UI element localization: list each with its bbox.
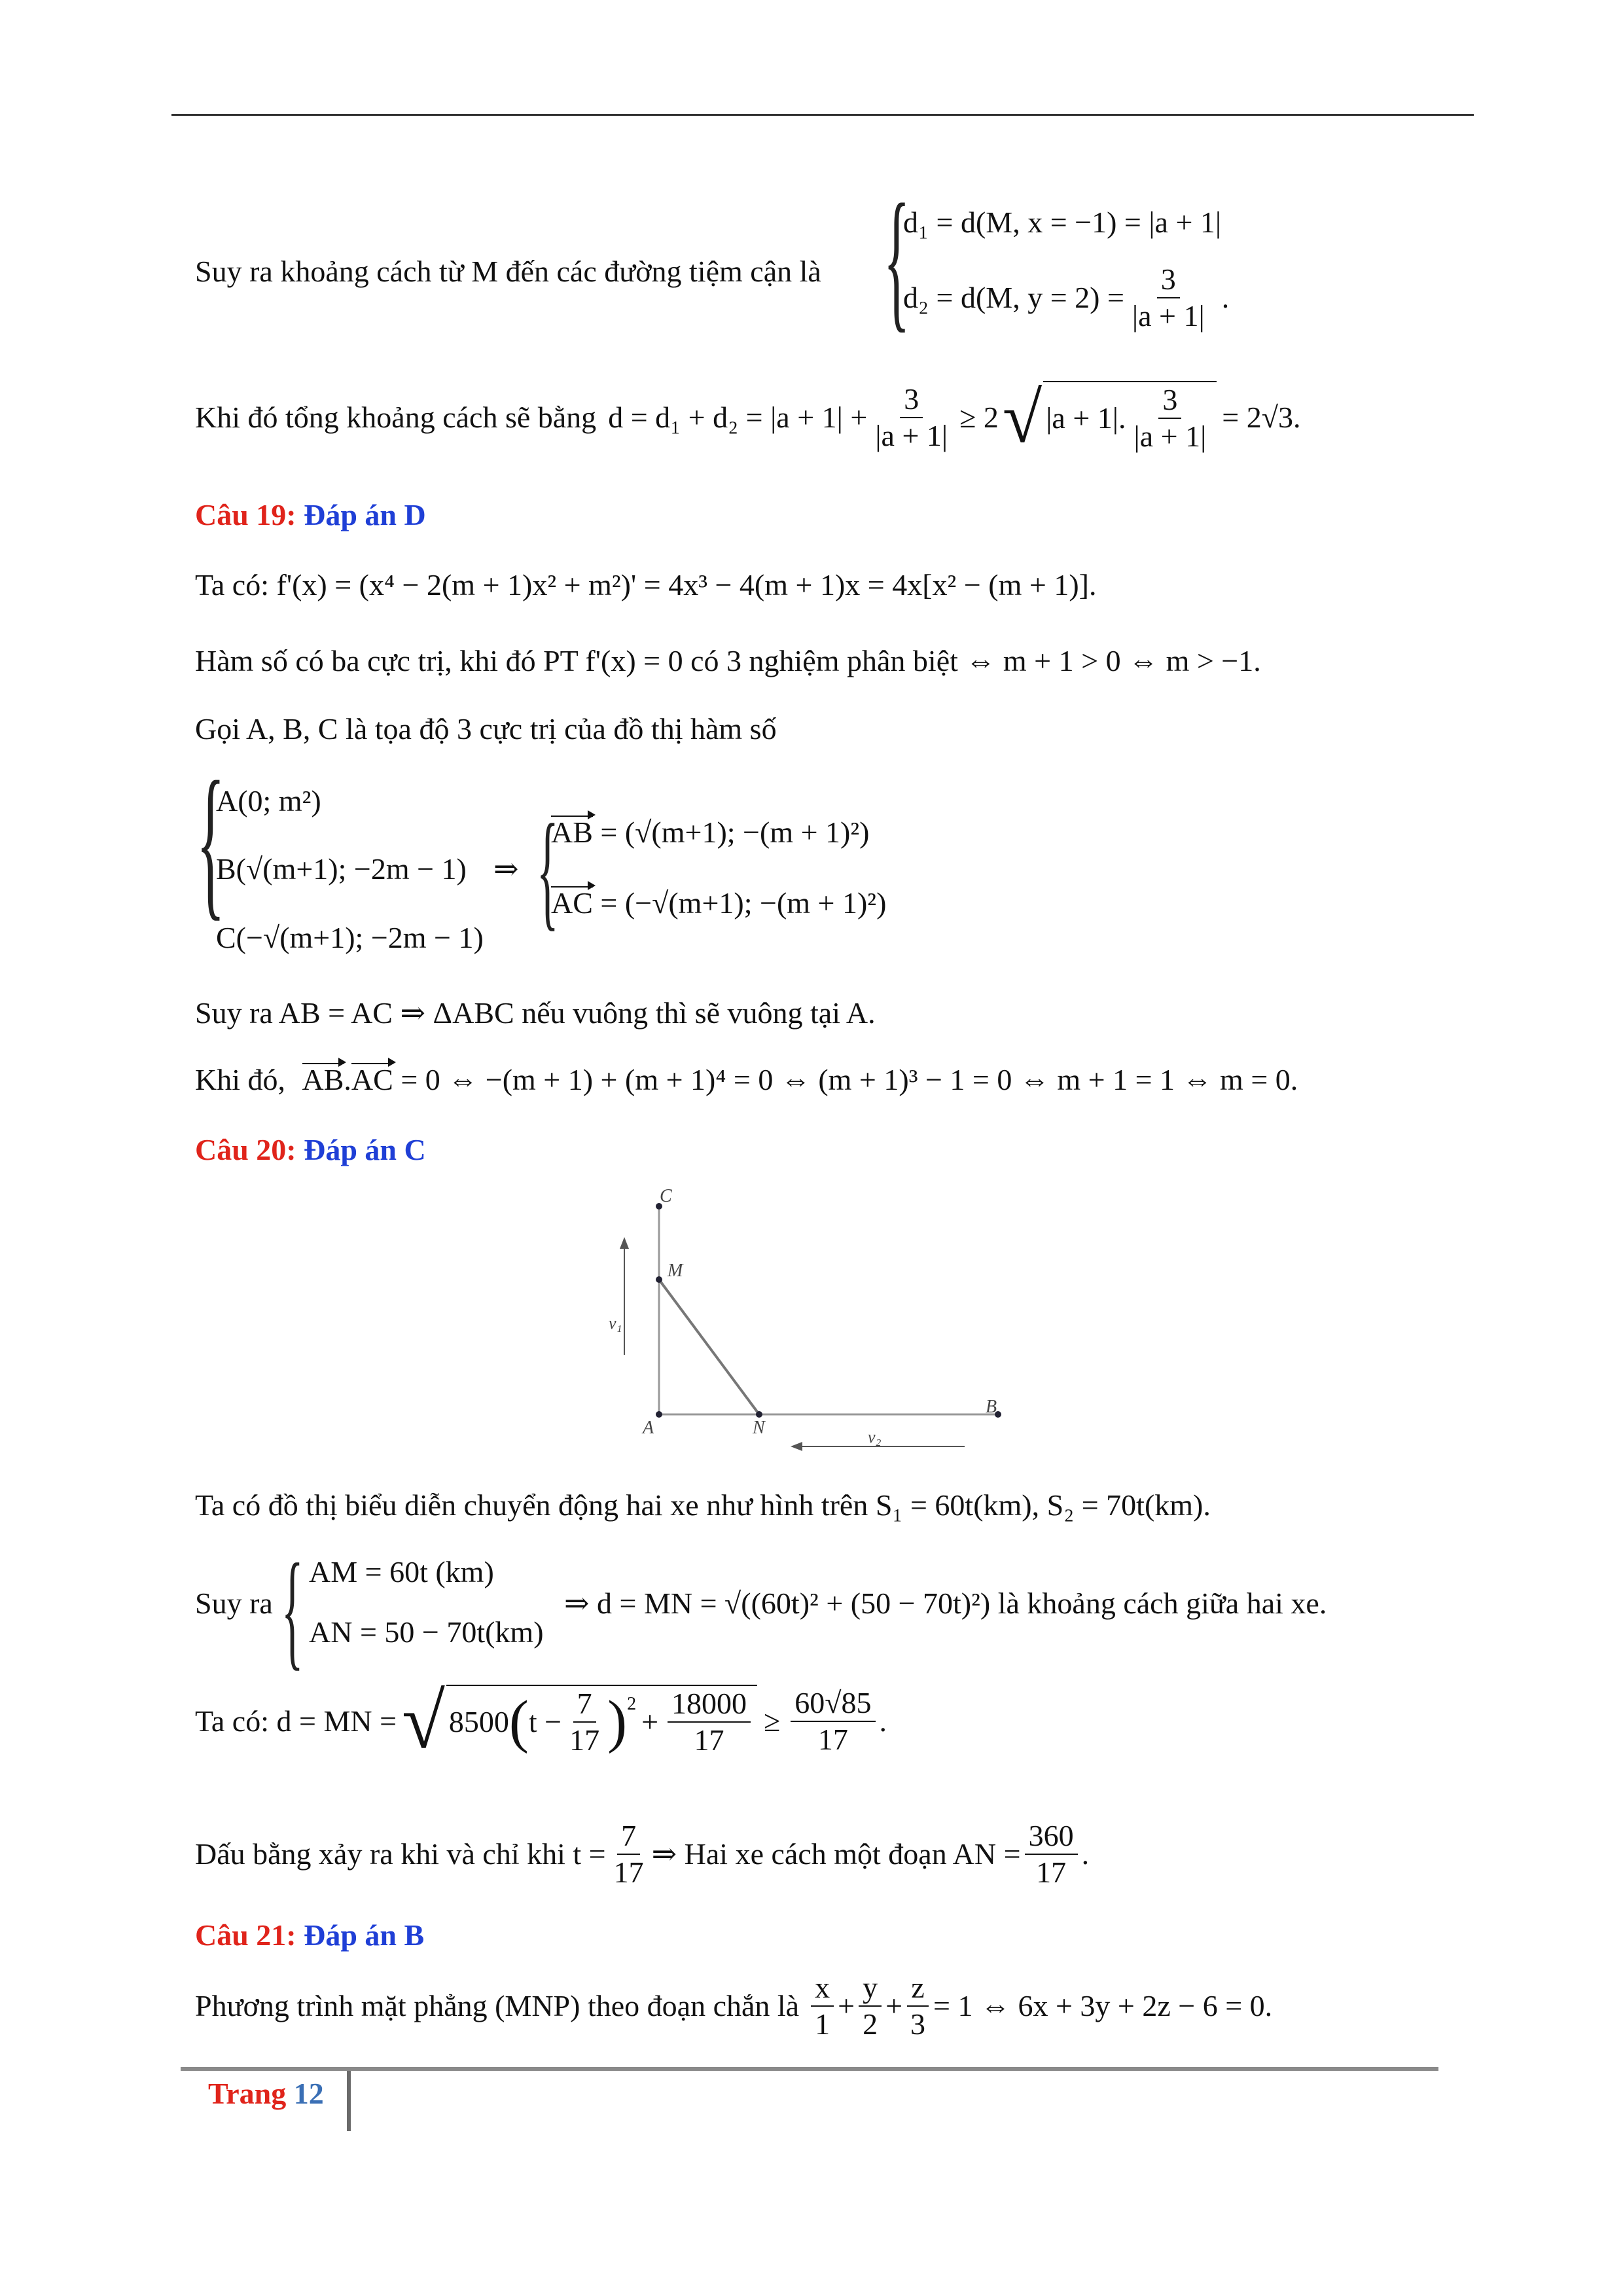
q20-line3-radical: √: [402, 1677, 445, 1765]
q21-fy-den: 2: [863, 2007, 878, 2041]
q20-line4: [195, 1818, 1089, 1890]
d2-den: |a + 1|: [1132, 299, 1205, 332]
footer-page: [208, 2076, 324, 2111]
d2-period: .: [1221, 281, 1230, 314]
q20-line4-frac2-num: 360: [1025, 1818, 1078, 1855]
q20-line4-frac-num: 7: [617, 1818, 640, 1855]
sum-sqrt-a: |a + 1|.: [1046, 401, 1126, 435]
q20-line3-t: t −: [528, 1705, 562, 1738]
label-v1: v₁: [609, 1314, 622, 1333]
d2-fraction: [1128, 262, 1209, 334]
point-n: [756, 1411, 762, 1418]
q19-implies: ⇒: [493, 852, 519, 886]
q21-fz-den: 3: [910, 2007, 926, 2041]
segment-mn: [659, 1280, 759, 1414]
sum-expr-b: ≥ 2: [959, 401, 999, 434]
arrow-v2-head: [791, 1442, 802, 1451]
label-m: M: [668, 1261, 683, 1281]
q19-label: Câu 19:: [195, 498, 296, 531]
sum-frac-num: 3: [900, 382, 923, 418]
q20-sys-result: ⇒ d = MN = √((60t)² + (50 − 70t)²) là khoảng cách giữa hai xe.: [564, 1587, 1327, 1620]
label-v2: v₂: [868, 1427, 882, 1446]
q20-line4-prefix: Dấu bằng xảy ra khi và chỉ khi t =: [195, 1837, 606, 1871]
q19-line5-expr: = 0 ⇔ −(m + 1) + (m + 1)⁴ = 0 ⇔ (m + 1)³ − 1 = 0 ⇔ m + 1 = 1 ⇔ m = 0.: [401, 1063, 1298, 1096]
sum-sqrt-num: 3: [1158, 382, 1181, 419]
q21-fx-den: 1: [815, 2007, 830, 2041]
q20-line4-mid: ⇒ Hai xe cách một đoạn AN =: [651, 1837, 1021, 1871]
system-brace-4: {: [281, 1537, 304, 1682]
sum-frac-den: |a + 1|: [875, 419, 948, 452]
label-c: C: [660, 1186, 672, 1206]
q20-line3-frac3-den: 17: [817, 1723, 848, 1756]
q21-frac-y: [859, 1970, 882, 2042]
q20-sys-1: AM = 60t (km): [309, 1555, 494, 1588]
q20-sys-2: AN = 50 − 70t(km): [309, 1615, 544, 1649]
system-brace-2: {: [196, 747, 225, 935]
label-b: B: [986, 1397, 997, 1417]
d1-expr: d₁ = d(M, x = −1) = |a + 1|: [903, 206, 1222, 239]
q20-line3-sq: 2: [627, 1694, 637, 1714]
q20-line3-8500: 8500: [448, 1705, 509, 1738]
q20-line3-sqrt-body: [446, 1685, 757, 1758]
q19-point-b: B(√(m+1); −2m − 1): [216, 852, 467, 886]
q19-line5-vec1: AB: [302, 1062, 344, 1098]
footer-divider: [347, 2071, 351, 2131]
d2-expr: [903, 262, 1229, 334]
q21-answer: Đáp án B: [304, 1918, 425, 1952]
q19-ac-vec: AC: [551, 885, 593, 922]
distances-prefix: Suy ra khoảng cách từ M đến các đường tiệm cận là: [195, 255, 821, 288]
label-n: N: [753, 1418, 765, 1438]
q20-line3-frac2-den: 17: [694, 1723, 724, 1757]
q20-line3-open-paren: (: [508, 1689, 529, 1754]
system-brace-3: {: [537, 798, 559, 942]
motion-diagram: [563, 1178, 1034, 1466]
sum-prefix: Khi đó tổng khoảng cách sẽ bằng: [195, 401, 597, 434]
q20-line3-close-paren: ): [607, 1689, 628, 1754]
q19-line5-vec2: AC: [351, 1062, 393, 1098]
q20-sys-prefix: Suy ra: [195, 1587, 273, 1620]
q19-point-c: C(−√(m+1); −2m − 1): [216, 921, 484, 954]
q20-line4-frac-den: 17: [613, 1856, 644, 1889]
q21-label: Câu 21:: [195, 1918, 296, 1952]
q20-line1: Ta có đồ thị biểu diễn chuyển động hai xe như hình trên S₁ = 60t(km), S₂ = 70t(km).: [195, 1488, 1211, 1522]
q19-line1: Ta có: f'(x) = (x⁴ − 2(m + 1)x² + m²)' = 4x³ − 4(m + 1)x = 4x[x² − (m + 1)].: [195, 568, 1097, 601]
q20-line4-frac2-den: 17: [1036, 1856, 1067, 1889]
q20-line3-geq: ≥: [764, 1704, 781, 1738]
q20-heading: [195, 1132, 426, 1167]
sum-expr-a: d = d₁ + d₂ = |a + 1| +: [608, 401, 868, 434]
q19-line5: [195, 1062, 1298, 1098]
sum-radical: √: [1002, 378, 1043, 457]
q19-line2: Hàm số có ba cực trị, khi đó PT f'(x) = 0 có 3 nghiệm phân biệt ⇔ m + 1 > 0 ⇔ m > −1.: [195, 644, 1261, 677]
q19-line4: Suy ra AB = AC ⇒ ΔABC nếu vuông thì sẽ vuông tại A.: [195, 996, 876, 1030]
q20-answer: Đáp án C: [304, 1133, 426, 1166]
footer-label: Trang: [208, 2077, 287, 2110]
q19-line5-prefix: Khi đó,: [195, 1063, 285, 1096]
q20-line3-frac2: [668, 1686, 751, 1758]
label-a: A: [643, 1418, 654, 1438]
point-m: [656, 1276, 662, 1283]
arrow-v1-head: [620, 1237, 629, 1249]
sum-sqrt-frac: [1130, 382, 1211, 454]
q19-ab-row: [551, 814, 869, 851]
q21-fx-num: x: [811, 1970, 834, 2007]
q19-heading: [195, 497, 426, 532]
q19-line5-dot: .: [344, 1063, 351, 1096]
q19-ac-row: [551, 885, 886, 922]
q20-line3-frac3-num: 60√85: [791, 1685, 875, 1722]
q19-line3: Gọi A, B, C là tọa độ 3 cực trị của đồ thị hàm số: [195, 712, 777, 745]
q20-line3-frac1-num: 7: [573, 1686, 596, 1723]
q21-fz-num: z: [907, 1970, 928, 2007]
d2-left: d₂ = d(M, y = 2) =: [903, 281, 1124, 314]
q20-line3: [195, 1677, 887, 1765]
d2-num: 3: [1157, 262, 1180, 298]
footer-rule: [181, 2067, 1438, 2071]
system-brace-1: {: [883, 171, 910, 346]
q21-line-prefix: Phương trình mặt phẳng (MNP) theo đoạn chắn là: [195, 1989, 800, 2022]
q21-line: Phương trình mặt phẳng (MNP) theo đoạn chắn là $\frac{x}{1}$ + $\frac{y}{2}$ + $\frac{z}{3}$ = 1 ⇔ 6x + 3y + 2z − 6 = 0.: [195, 1971, 1273, 2041]
sum-sqrt-den: |a + 1|: [1133, 420, 1207, 453]
q20-line4-end: .: [1081, 1837, 1090, 1871]
sum-line: [195, 378, 1301, 457]
q20-line3-frac1: [565, 1686, 603, 1758]
point-a: [656, 1411, 662, 1418]
q21-line-end: = 1 ⇔ 6x + 3y + 2z − 6 = 0.: [933, 1989, 1273, 2022]
q19-answer: Đáp án D: [304, 498, 426, 531]
q21-heading: [195, 1918, 424, 1952]
q20-line3-end: .: [879, 1704, 887, 1738]
q20-line3-plus: +: [641, 1705, 659, 1738]
sum-frac: [871, 382, 952, 454]
q20-line3-frac3: [791, 1685, 875, 1757]
sum-sqrt-body: [1043, 381, 1217, 454]
q20-line3-frac2-num: 18000: [668, 1686, 751, 1723]
q21-frac-x: [811, 1970, 834, 2042]
q19-point-a: A(0; m²): [216, 784, 321, 817]
q20-line4-frac2: [1025, 1818, 1078, 1890]
q20-line3-prefix: Ta có: d = MN =: [195, 1704, 397, 1738]
footer-number: 12: [293, 2077, 324, 2110]
q20-line3-frac1-den: 17: [569, 1723, 600, 1757]
q21-frac-z: [906, 1970, 929, 2042]
header-rule: [171, 114, 1474, 116]
q20-line4-frac: [610, 1818, 648, 1890]
q19-ac-expr: = (−√(m+1); −(m + 1)²): [600, 886, 887, 920]
q19-ab-expr: = (√(m+1); −(m + 1)²): [600, 816, 870, 849]
q20-label: Câu 20:: [195, 1133, 296, 1166]
sum-expr-c: = 2√3.: [1222, 401, 1301, 434]
q21-fy-num: y: [859, 1970, 882, 2007]
q19-ab-vec: AB: [551, 814, 593, 851]
